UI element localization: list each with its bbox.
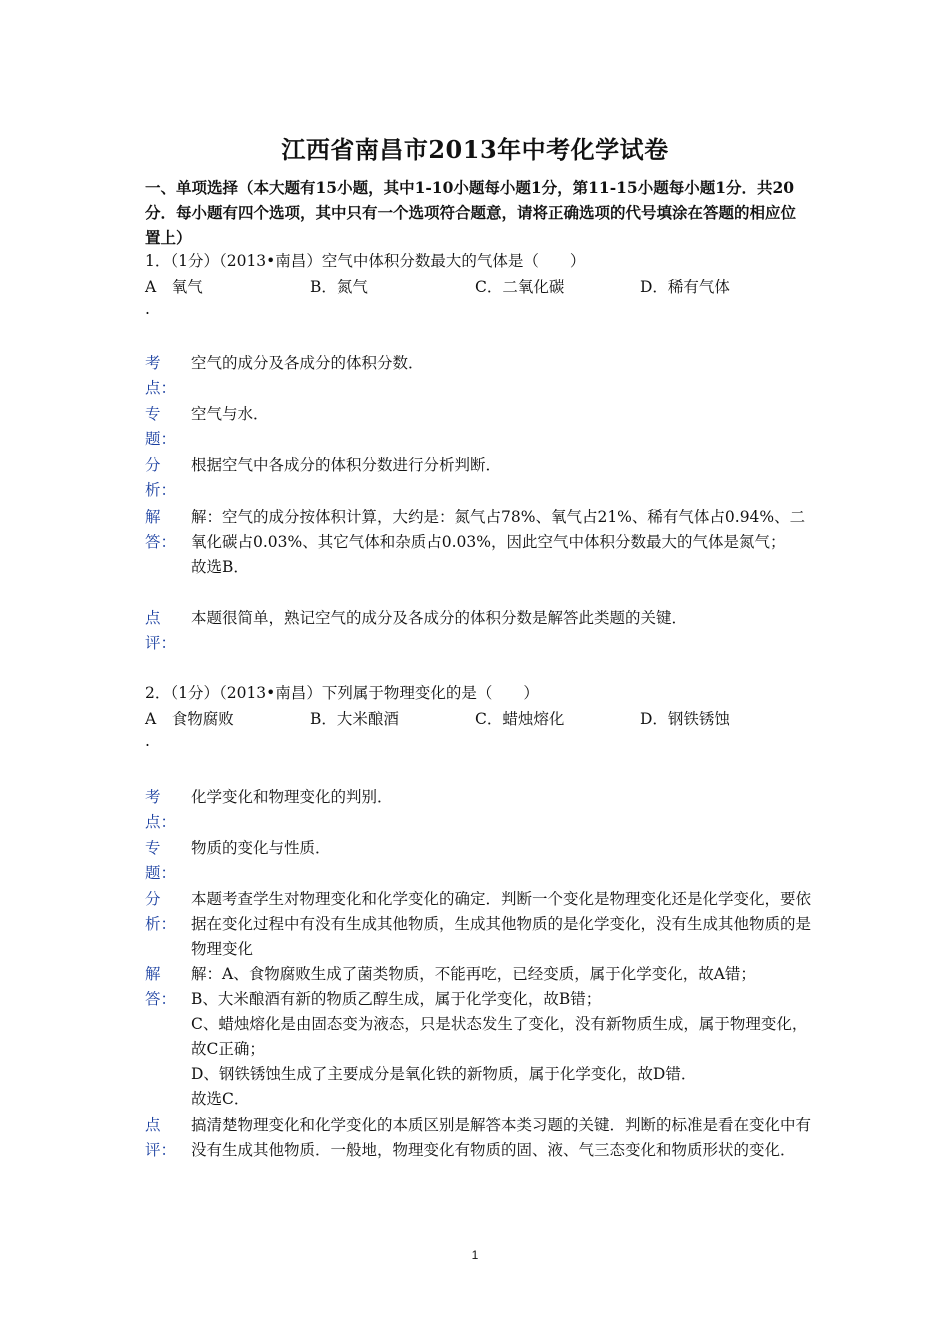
page-title: 江西省南昌市2013年中考化学试卷: [281, 135, 669, 164]
dianping-text: 搞清楚物理变化和化学变化的本质区别是解答本类习题的关键．判断的标准是看在变化中有没有生成其他物质．一般地，物理变化有物质的固、液、气三态变化和物质形状的变化．: [191, 1116, 812, 1159]
q1-option-c: C．二氧化碳: [475, 278, 565, 296]
q1-option-dot: .: [145, 300, 150, 318]
q1-option-d: D．稀有气体: [640, 278, 730, 296]
jieda-line: 解：A、食物腐败生成了菌类物质，不能再吃，已经变质，属于化学变化，故A错；: [191, 965, 756, 983]
zhuanti-label: 专题：: [145, 405, 177, 448]
q1-option-b: B．氮气: [310, 278, 368, 296]
fenxi-text: 本题考查学生对物理变化和化学变化的确定．判断一个变化是物理变化还是化学变化，要依据在变化过程中有没有生成其他物质，生成其他物质的是化学变化，没有生成其他物质的是物理变化: [191, 890, 812, 958]
q2-option-a: A 食物腐败: [145, 710, 234, 728]
q2-option-d: D．钢铁锈蚀: [640, 710, 730, 728]
dianping-text: 本题很简单，熟记空气的成分及各成分的体积分数是解答此类题的关键．: [191, 609, 688, 627]
fenxi-label: 分析：: [145, 890, 177, 933]
jieda-text: [191, 962, 811, 1112]
q1-option-a: A 氧气: [145, 278, 203, 296]
jieda-text: [191, 505, 811, 580]
q2-option-b: B．大米酿酒: [310, 710, 399, 728]
jieda-line: 故选C．: [191, 1090, 250, 1108]
kaodian-label: 考点：: [145, 354, 177, 397]
q2-option-c: C．蜡烛熔化: [475, 710, 565, 728]
zhuanti-text: 空气与水．: [191, 405, 269, 423]
jieda-line: D、钢铁锈蚀生成了主要成分是氧化铁的新物质，属于化学变化，故D错．: [191, 1065, 697, 1083]
question-2-stem: 2．（1分）（2013•南昌）下列属于物理变化的是（ ）: [145, 684, 539, 702]
dianping-label: 点评：: [145, 609, 177, 652]
jieda-line: C、蜡烛熔化是由固态变为液态，只是状态发生了变化，没有新物质生成，属于物理变化，故C正确；: [191, 1015, 808, 1058]
zhuanti-label: 专题：: [145, 839, 177, 882]
kaodian-text: 化学变化和物理变化的判别．: [191, 788, 393, 806]
section-heading: 一、单项选择（本大题有15小题，其中1-10小题每小题1分，第11-15小题每小题1分．共20分．每小题有四个选项，其中只有一个选项符合题意，请将正确选项的代号填涂在答题的相应位置上）: [145, 178, 797, 247]
jieda-label: 解答：: [145, 965, 177, 1008]
zhuanti-text: 物质的变化与性质．: [191, 839, 331, 857]
jieda-label: 解答：: [145, 508, 177, 551]
kaodian-label: 考点：: [145, 788, 177, 831]
jieda-line: 故选B．: [191, 558, 249, 576]
fenxi-label: 分析：: [145, 456, 177, 499]
q2-option-dot: .: [145, 732, 150, 750]
page-number: 1: [471, 1248, 479, 1262]
dianping-label: 点评：: [145, 1116, 177, 1159]
kaodian-text: 空气的成分及各成分的体积分数．: [191, 354, 424, 372]
question-1-stem: 1．（1分）（2013•南昌）空气中体积分数最大的气体是（ ）: [145, 252, 586, 270]
jieda-line: B、大米酿酒有新的物质乙醇生成，属于化学变化，故B错；: [191, 990, 602, 1008]
fenxi-text: 根据空气中各成分的体积分数进行分析判断．: [191, 456, 502, 474]
jieda-line: 解：空气的成分按体积计算，大约是：氮气占78%、氧气占21%、稀有气体占0.94%、二氧化碳占0.03%、其它气体和杂质占0.03%，因此空气中体积分数最大的气体是氮气；: [191, 508, 806, 551]
